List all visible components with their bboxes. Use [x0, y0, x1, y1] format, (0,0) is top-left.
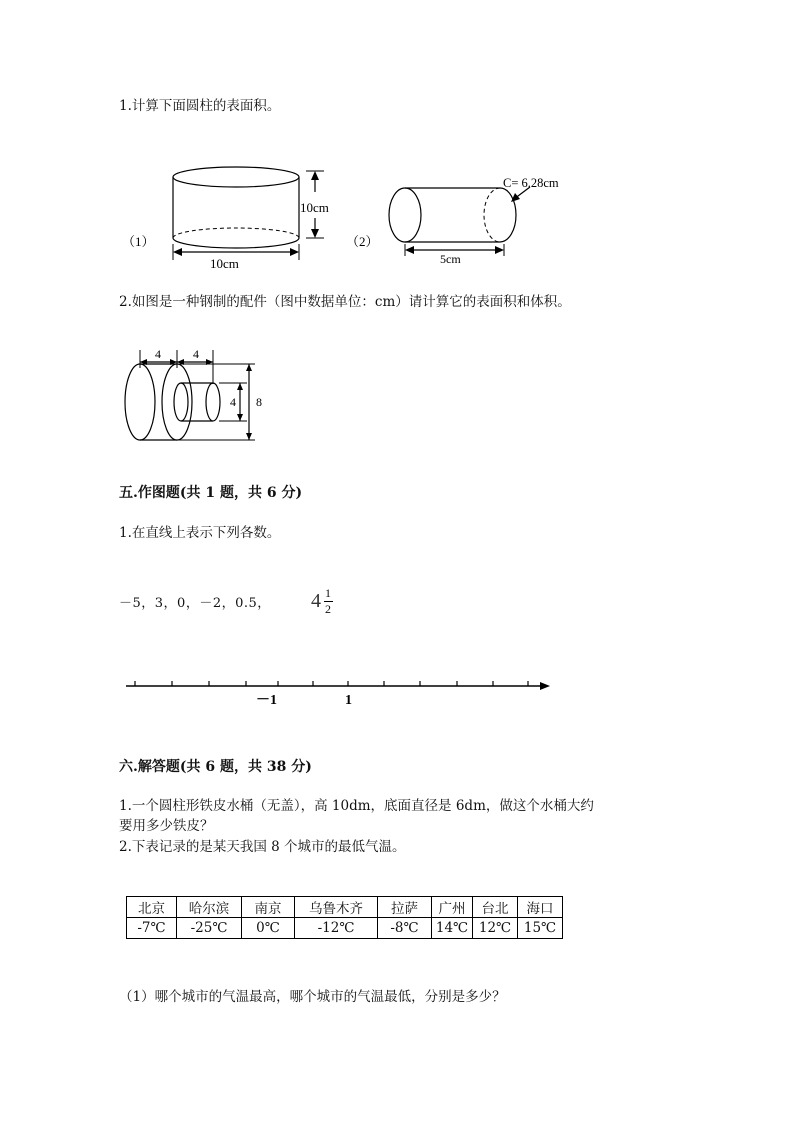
number-line	[120, 672, 560, 712]
question-steel-part: 2.如图是一种钢制的配件（图中数据单位：cm）请计算它的表面积和体积。	[119, 294, 571, 310]
table-cell: 拉萨	[378, 897, 432, 918]
table-cell: 北京	[127, 897, 177, 918]
cylinder-top-ellipse	[173, 167, 299, 187]
cylinder-bottom-back-dashed	[173, 228, 299, 238]
number-line-arrow	[540, 682, 550, 690]
question-cylinder-surface: 1.计算下面圆柱的表面积。	[119, 98, 281, 114]
question-bucket-line1: 1.一个圆柱形铁皮水桶（无盖），高 10dm，底面直径是 6dm，做这个水桶大约	[119, 798, 594, 814]
section-6-title: 六.解答题(共 6 题，共 38 分)	[119, 759, 312, 775]
diameter-label: 10cm	[210, 256, 239, 271]
steel-part-figure	[115, 340, 285, 445]
cylinder-bottom-front	[173, 238, 299, 248]
dim-width-1: 4	[155, 347, 161, 361]
table-cell: 海口	[518, 897, 563, 918]
table-cell: 乌鲁木齐	[295, 897, 378, 918]
dim-large-diameter: 8	[256, 395, 262, 409]
table-cell: 12℃	[473, 918, 518, 939]
mixed-denominator: 2	[325, 602, 331, 616]
table-row-temps	[127, 918, 563, 939]
mixed-number-four-and-half	[311, 586, 341, 622]
lying-cylinder-right-back-dashed	[484, 188, 500, 242]
lying-cylinder-left-end	[389, 188, 421, 242]
question-highest-lowest: （1）哪个城市的气温最高，哪个城市的气温最低，分别是多少？	[119, 989, 506, 1005]
question-number-line: 1.在直线上表示下列各数。	[119, 525, 281, 541]
lying-cylinder-right-front	[500, 188, 516, 242]
table-cell: -8℃	[378, 918, 432, 939]
table-cell: -25℃	[177, 918, 242, 939]
circumference-label: C= 6.28cm	[503, 176, 559, 190]
figure-label-1: （1）	[122, 234, 155, 249]
question-bucket-line2: 要用多少铁皮？	[119, 818, 214, 834]
table-row-cities	[127, 897, 563, 918]
cylinders-figure	[110, 160, 580, 275]
axis-label-neg-one: －1	[256, 693, 277, 708]
axis-label-one: 1	[345, 693, 352, 708]
table-cell: 广州	[432, 897, 473, 918]
dim-small-diameter: 4	[230, 395, 236, 409]
table-cell: 台北	[473, 897, 518, 918]
table-cell: 15℃	[518, 918, 563, 939]
table-cell: 14℃	[432, 918, 473, 939]
dim-width-2: 4	[193, 347, 199, 361]
table-cell: -7℃	[127, 918, 177, 939]
table-cell: 0℃	[242, 918, 295, 939]
length-label: 5cm	[440, 252, 461, 266]
table-cell: -12℃	[295, 918, 378, 939]
table-cell: 哈尔滨	[177, 897, 242, 918]
table-cell: 南京	[242, 897, 295, 918]
section-5-title: 五.作图题(共 1 题，共 6 分)	[119, 485, 303, 501]
question-temperatures: 2.下表记录的是某天我国 8 个城市的最低气温。	[119, 839, 406, 855]
figure-label-2: （2）	[346, 234, 379, 249]
number-list: －5，3，0，－2，0.5，	[119, 596, 271, 611]
small-cylinder-face	[206, 383, 220, 421]
temperature-table	[126, 896, 563, 939]
mixed-whole: 4	[311, 590, 321, 612]
height-label: 10cm	[300, 200, 329, 215]
mixed-numerator: 1	[325, 586, 331, 600]
